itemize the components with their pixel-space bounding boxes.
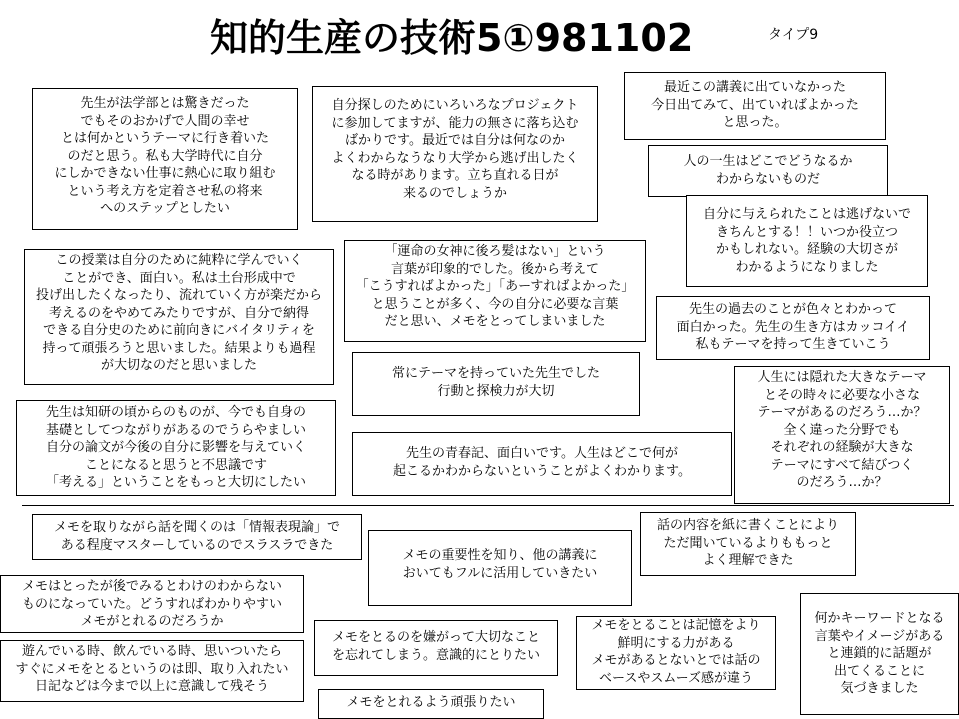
section-divider: [22, 505, 954, 506]
type-label: タイプ9: [768, 27, 819, 43]
comment-note: メモをとることは記憶をより 鮮明にする力がある メモがあるとないとでは話の ベースやスムーズ感が違う: [576, 616, 776, 690]
comment-note: この授業は自分のために純粋に学んでいく ことができ、面白い。私は土台形成中で 投げ出したくなったり、流れていく方が楽だから 考えるのをやめてみたりですが、自分で納得 できる自分史のために前向きにバイタリティを 持って頑張ろうと思いました。結果よりも過程 が大切なのだと思いました: [24, 249, 334, 385]
comment-note: 自分に与えられたことは逃げないで きちんとする！！いつか役立つ かもしれない。経験の大切さが わかるようになりました: [686, 195, 928, 287]
comment-note: 先生の過去のことが色々とわかって 面白かった。先生の生き方はカッコイイ 私もテーマを持って生きていこう: [656, 296, 930, 360]
page-title: 知的生産の技術5①981102: [210, 16, 694, 60]
comment-note: メモをとるのを嫌がって大切なこと を忘れてしまう。意識的にとりたい: [314, 620, 558, 676]
comment-note: 「運命の女神に後ろ髪はない」という 言葉が印象的でした。後から考えて 「こうすればよかった」「あーすればよかった」 と思うことが多く、今の自分に必要な言葉 だと思い、メモをとってしまいました: [344, 240, 646, 342]
comment-note: 人生には隠れた大きなテーマ とその時々に必要な小さな テーマがあるのだろう…か？ 全く違った分野でも それぞれの経験が大きな テーマにすべて結びつく のだろう…か？: [734, 366, 950, 504]
comment-note: メモはとったが後でみるとわけのわからない ものになっていた。どうすればわかりやすい メモがとれるのだろうか: [0, 575, 304, 633]
comment-note: メモの重要性を知り、他の講義に おいてもフルに活用していきたい: [368, 530, 632, 606]
comment-note: 話の内容を紙に書くことにより ただ聞いているよりももっと よく理解できた: [640, 512, 856, 576]
comment-note: 人の一生はどこでどうなるか わからないものだ: [648, 145, 888, 197]
comment-note: 常にテーマを持っていた先生でした 行動と探検力が大切: [352, 352, 640, 416]
comment-note: 最近この講義に出ていなかった 今日出てみて、出ていればよかった と思った。: [624, 72, 886, 140]
comment-note: 先生は知研の頃からのものが、今でも自身の 基礎としてつながりがあるのでうらやましい 自分の論文が今後の自分に影響を与えていく ことになると思うと不思議です 「考える」ということをもっと大切にしたい: [16, 400, 336, 496]
comment-note: 先生が法学部とは驚きだった でもそのおかげで人間の幸せ とは何かというテーマに行き着いた のだと思う。私も大学時代に自分 にしかできない仕事に熱心に取り組む という考え方を定着させ私の将来 へのステップとしたい: [32, 88, 298, 230]
comment-note: 自分探しのためにいろいろなプロジェクト に参加してますが、能力の無さに落ち込む ばかりです。最近では自分は何なのか よくわからなうなり大学から逃げ出したく なる時があります。立ち直れる日が 来るのでしょうか: [312, 86, 598, 222]
comment-note: メモをとれるよう頑張りたい: [318, 689, 544, 719]
comment-note: 遊んでいる時、飲んでいる時、思いついたら すぐにメモをとるというのは即、取り入れたい 日記などは今まで以上に意識して残そう: [0, 640, 304, 702]
comment-note: 先生の青春記、面白いです。人生はどこで何が 起こるかわからないということがよくわかります。: [352, 432, 732, 496]
comment-note: メモを取りながら話を聞くのは「情報表現論」で ある程度マスターしているのでスラスラできた: [32, 514, 362, 560]
comment-note: 何かキーワードとなる 言葉やイメージがある と連鎖的に話題が 出てくることに 気づきました: [800, 593, 959, 715]
